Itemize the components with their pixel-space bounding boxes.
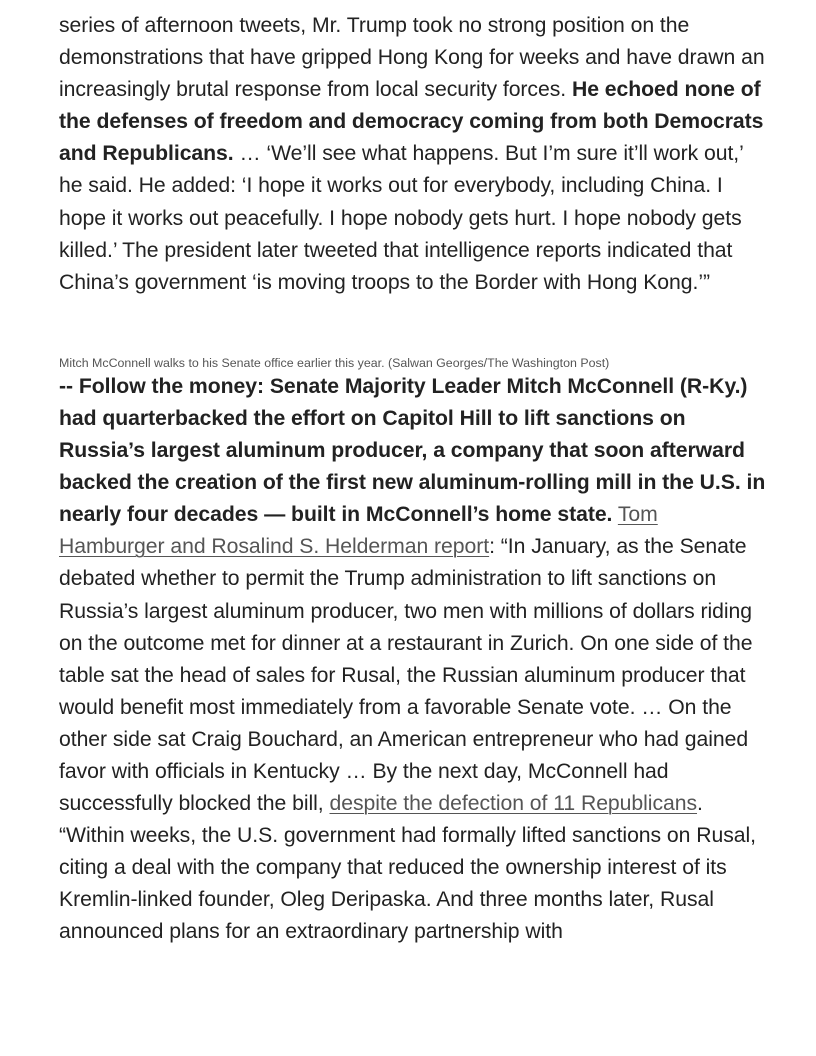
paragraph-1-text-a: series of afternoon tweets, Mr. Trump took no strong position on the demonstrations that have gripped Hong Kong for weeks and have drawn an increasingly brutal response from local security forces. [59,14,765,102]
paragraph-2-text-b: . [697,792,703,816]
paragraph-1-text-b: … ‘We’ll see what happens. But I’m sure it’ll work out,’ he said. He added: ‘I hope it works out for everybody, including China. I hope it works out peacefully. I hope nobody gets hurt. I hope nobody gets killed.’ The president later tweeted that intelligence reports indicated that China’s government ‘is moving troops to the Border with Hong Kong.’” [59,142,744,294]
paragraph-2-text-a: : “In January, as the Senate debated whether to permit the Trump administration to lift sanctions on Russia’s largest aluminum producer, two men with millions of dollars riding on the outcome met for dinner at a restaurant in Zurich. On one side of the table sat the head of sales for Rusal, the Russian aluminum producer that would benefit most immediately from a favorable Senate vote. … On the other side sat Craig Bouchard, an American entrepreneur who had gained favor with officials in Kentucky … By the next day, McConnell had successfully blocked the bill, [59,535,753,816]
paragraph-follow-the-money [59,371,769,820]
paragraph-within-weeks: “Within weeks, the U.S. government had formally lifted sanctions on Rusal, citing a deal with the company that reduced the ownership interest of its Kremlin-linked founder, Oleg Deripaska. And three months later, Rusal announced plans for an extraordinary partnership with [59,824,756,944]
paragraph-trump-hong-kong [59,10,769,299]
paragraph-1-bold: He echoed none of the defenses of freedom and democracy coming from both Democrats and Republicans. [59,78,764,166]
report-link[interactable]: Tom Hamburger and Rosalind S. Helderman report [59,503,658,559]
photo-caption: Mitch McConnell walks to his Senate office earlier this year. (Salwan Georges/The Washington Post) [59,355,610,370]
defection-link[interactable]: despite the defection of 11 Republicans [329,792,698,816]
paragraph-2-bold: -- Follow the money: Senate Majority Leader Mitch McConnell (R-Ky.) had quarterbacked the effort on Capitol Hill to lift sanctions on Russia’s largest aluminum producer, a company that soon afterward backed the creation of the first new aluminum-rolling mill in the U.S. in nearly four decades — built in McConnell’s home state. [59,374,766,527]
article-body [59,10,769,949]
photo-caption-block [59,355,769,371]
